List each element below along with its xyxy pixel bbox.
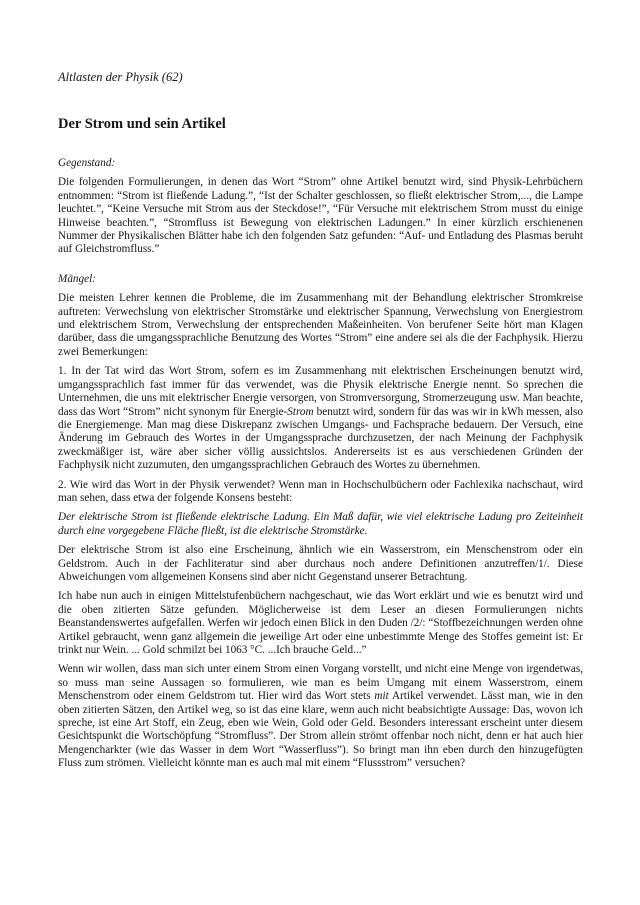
paragraph-konsens-definition: Der elektrische Strom ist fließende elektrische Ladung. Ein Maß dafür, wie viel elektrische Ladung pro Zeiteinheit durch eine vorgegebene Fläche fließt, ist die elektrische Stromstärke.	[58, 511, 583, 537]
paragraph-maengel-intro: Die meisten Lehrer kennen die Probleme, die im Zusammenhang mit der Behandlung elektrischer Stromkreise auftreten: Verwechslung von elektrischer Stromstärke und elektrischer Spannung, Verwechslung von Energiestrom und elektrischem Strom, Verwechslung der entsprechenden Maßeinheiten. Von berufener Seite hört man Klagen darüber, dass die umgangssprachliche Benutzung des Wortes “Strom” eine andere sei als die der Fachphysik. Hierzu zwei Bemerkungen:	[58, 292, 583, 358]
paragraph-remark-2: 2. Wie wird das Wort in der Physik verwendet? Wenn man in Hochschulbüchern oder Fachlexika nachschaut, wird man sehen, dass etwa der folgende Konsens besteht:	[58, 478, 583, 504]
page-title: Der Strom und sein Artikel	[58, 116, 226, 132]
series-title: Altlasten der Physik (62)	[58, 70, 183, 84]
section-label-maengel: Mängel:	[58, 272, 96, 285]
paragraph-erscheinung: Der elektrische Strom ist also eine Erscheinung, ähnlich wie ein Wasserstrom, ein Menschenstrom oder ein Geldstrom. Auch in der Fachliteratur sind aber durchaus noch andere Definitionen anzutreffen/1/. Diese Abweichungen vom allgemeinen Konsens sind aber nicht Gegenstand unserer Betrachtung.	[58, 544, 583, 583]
paragraph-mittelstufenbuecher-duden: Ich habe nun auch in einigen Mittelstufenbüchern nachgeschaut, wie das Wort erklärt und wie es benutzt wird und die oben zitierten Sätze gefunden. Möglicherweise ist dem Leser an diesen Formulierungen nichts Beanstandenswertes aufgefallen. Werfen wir jedoch einen Blick in den Duden /2/: “Stoffbezeichnungen werden ohne Artikel gebraucht, wenn ganz allgemein die jeweilige Art oder eine unbestimmte Menge des Stoffes gemeint ist: Er trinkt nur Wein. ... Gold schmilzt bei 1063 °C. ...Ich brauche Geld...”	[58, 590, 583, 656]
paragraph-schluss-stromfluss: Wenn wir wollen, dass man sich unter einem Strom einen Vorgang vorstellt, und nicht eine Menge von irgendetwas, so muss man seine Aussagen so formulieren, wie man es beim Umgang mit einem Wasserstrom, einem Menschenstrom oder einem Geldstrom tut. Hier wird das Wort stets mit Artikel verwendet. Lässt man, wie in den oben zitierten Sätzen, den Artikel weg, so ist das eine klare, wenn auch nicht beabsichtigte Aussage: Das, wovon ich spreche, ist eine Art Stoff, ein Zeug, eben wie Wein, Gold oder Geld. Besonders interessant erscheint unter diesem Gesichtspunkt die Wortschöpfung “Stromfluss”. Der Strom allein strömt offenbar noch nicht, denn er hat auch hier Mengencharkter (wie das Wasser in dem Wort “Wasserfluss”). So bringt man ihn eben durch den hinzugefügten Fluss zum strömen. Vielleicht könnte man es auch mal mit einem “Flussstrom” versuchen?	[58, 663, 584, 770]
section-label-gegenstand: Gegenstand:	[58, 157, 116, 169]
paragraph-gegenstand-quotes: Die folgenden Formulierungen, in denen das Wort “Strom” ohne Artikel benutzt wird, sind Physik-Lehrbüchern entnommen: “Strom ist fließende Ladung.”, “Ist der Schalter geschlossen, so fließt elektrischer Strom,..., die Lampe leuchtet.”, “Keine Versuche mit Strom aus der Steckdose!”, “Für Versuche mit elektrischem Strom musst du einige Hinweise beachten.”, “Stromfluss ist Bewegung von elektrischen Ladungen.” In einer kürzlich erschienenen Nummer der Physikalischen Blätter habe ich den folgenden Satz gefunden: “Auf- und Entladung des Plasmas beruht auf Gleichstromfluss.”	[58, 176, 583, 256]
paragraph-remark-1: 1. In der Tat wird das Wort Strom, sofern es im Zusammenhang mit elektrischen Erscheinungen benutzt wird, umgangssprachlich fast immer für das verwendet, was die Physik elektrische Energie nennt. So sprechen die Unternehmen, die uns mit elektrischer Energie versorgen, von Stromversorgung, Stromerzeugung usw. Man beachte, dass das Wort “Strom” nicht synonym für Energie-Strom benutzt wird, sondern für das was wir in kWh messen, also die Energiemenge. Man mag diese Diskrepanz zwischen Umgangs- und Fachsprache bedauern. Der Versuch, eine Änderung im Gebrauch des Wortes in der Umgangssprache durchzusetzen, der nach Meinung der Fachphysik zweckmäßiger ist, wäre aber sicher völlig aussichtslos. Andererseits ist es aus verschiedenen Gründen der Fachphysik nicht zuzumuten, den umgangssprachlichen Gebrauch des Wortes zu übernehmen.	[58, 365, 583, 472]
